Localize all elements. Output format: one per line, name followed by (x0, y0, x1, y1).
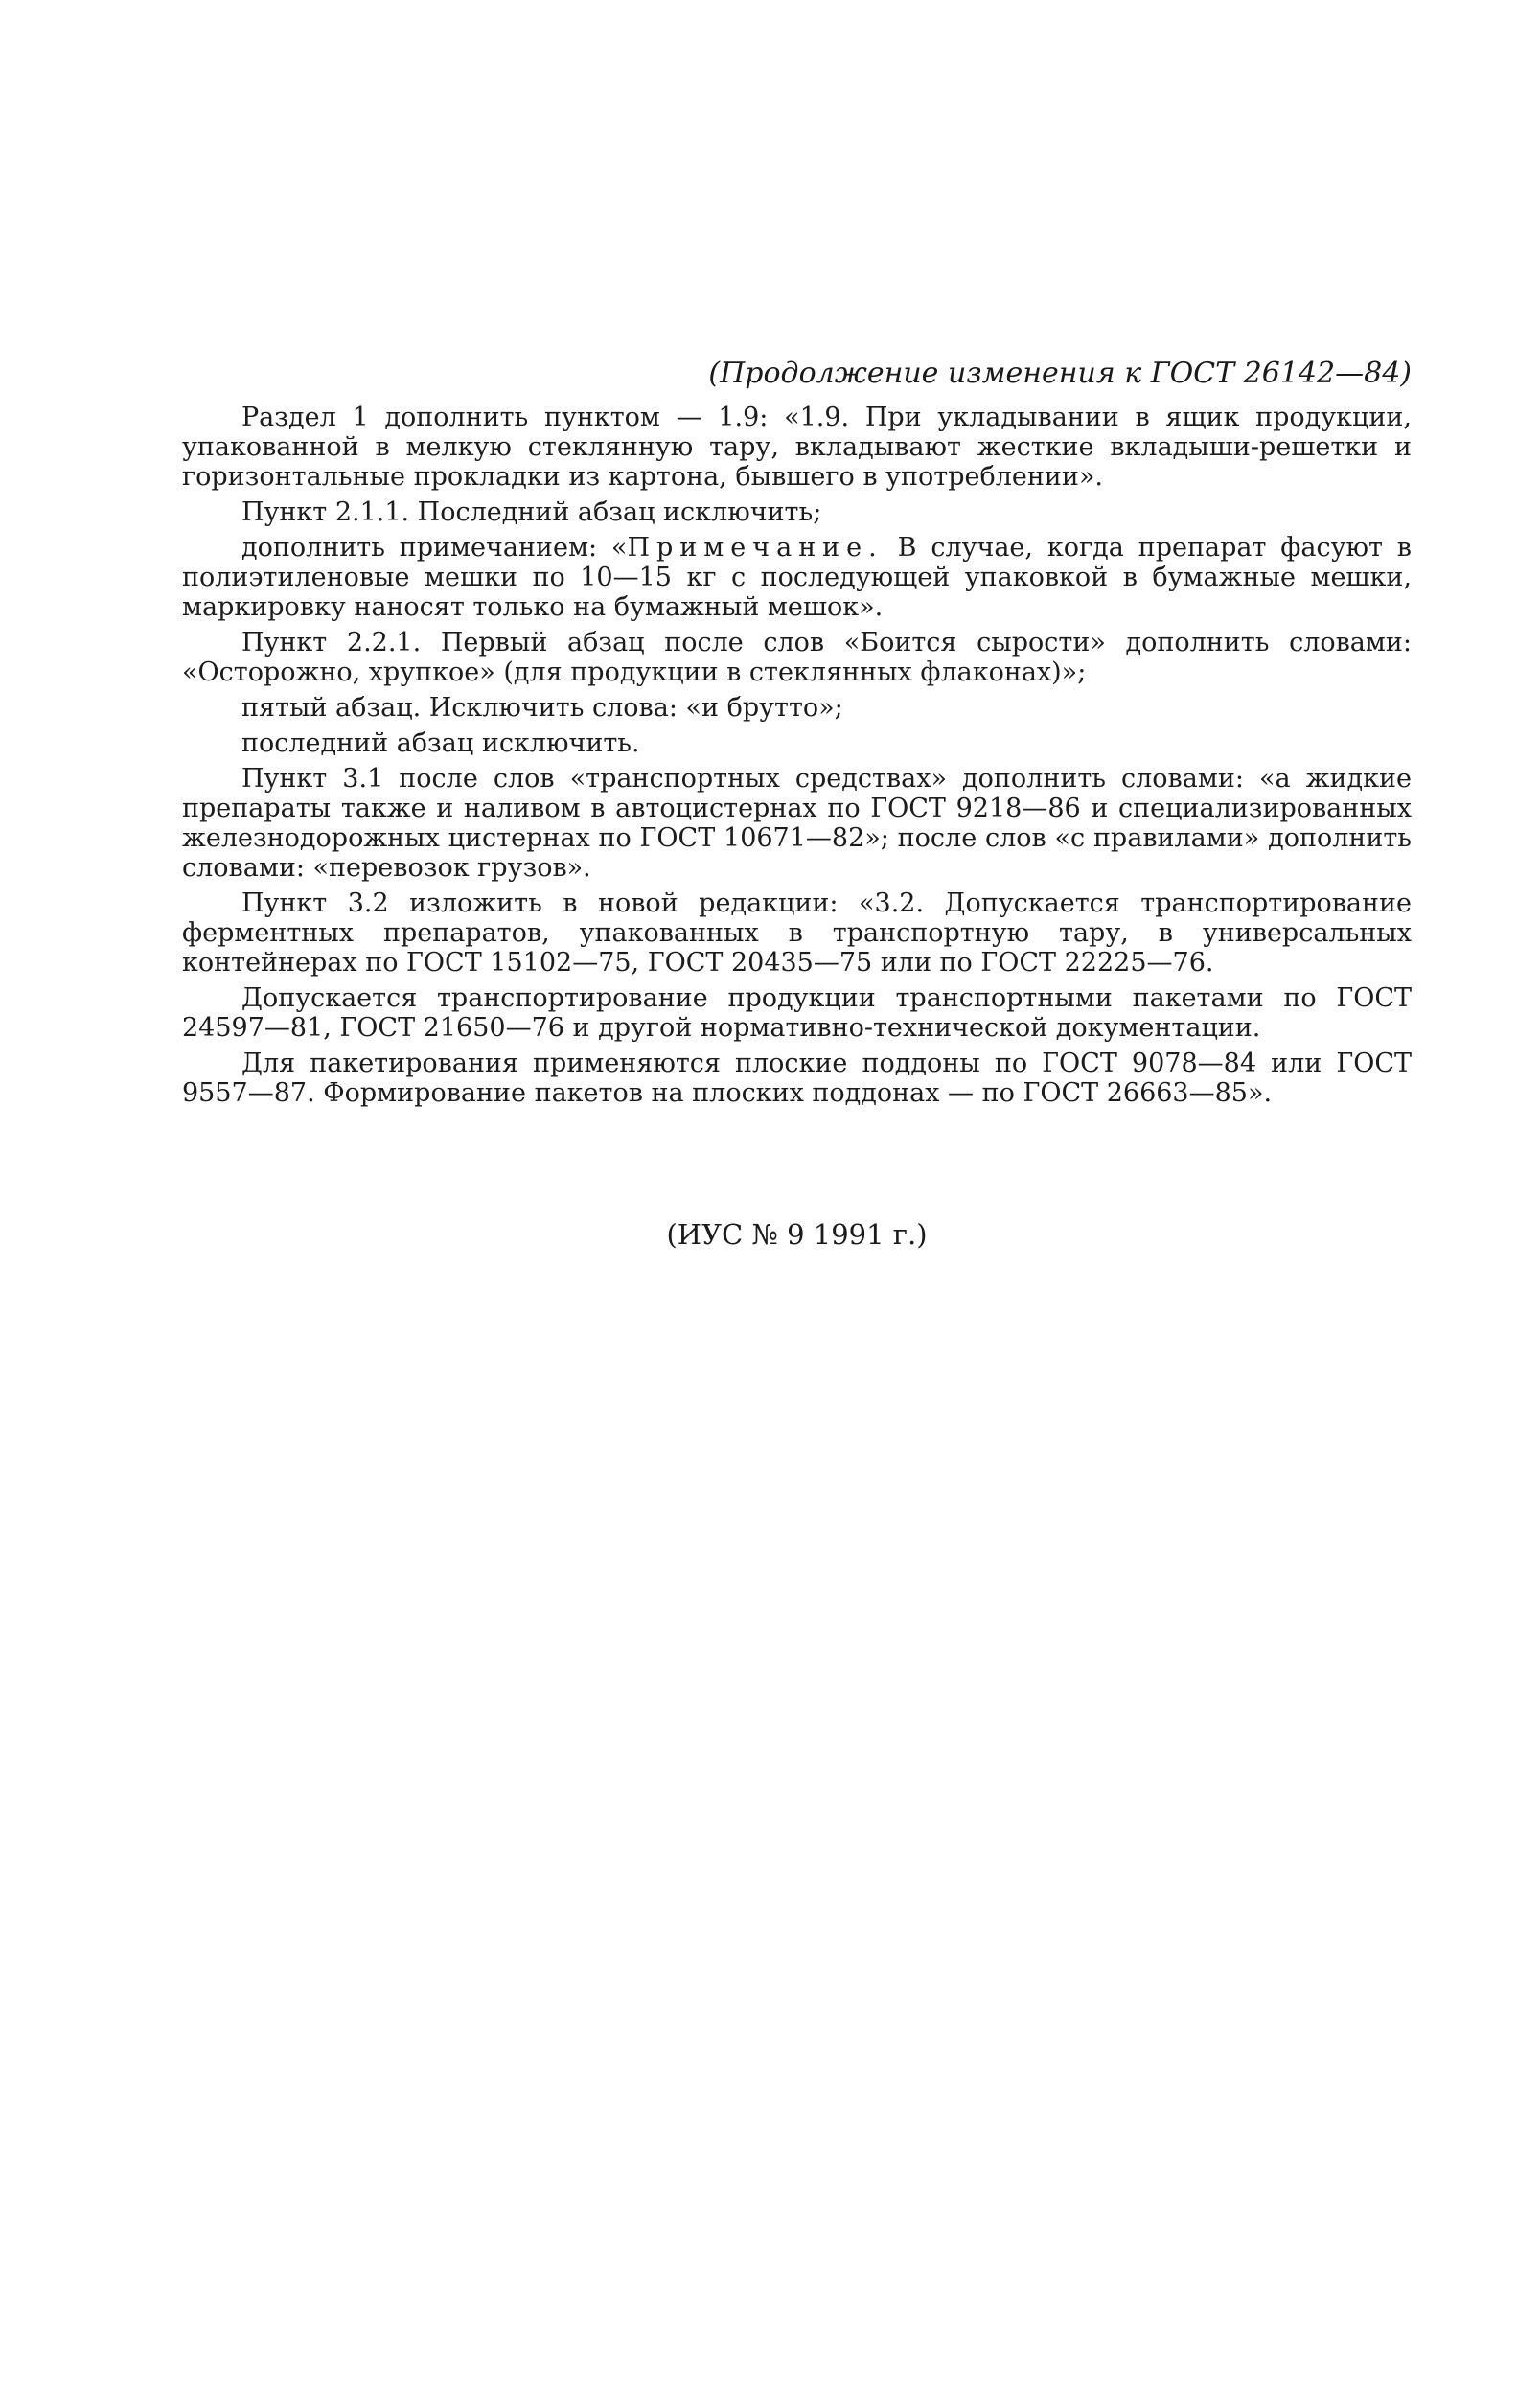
paragraph-point-2-1-1: Пункт 2.1.1. Последний абзац исключить; (241, 497, 822, 527)
paragraph-point-3-1: Пункт 3.1 после слов «транспортных средствах» дополнить словами: «а жидкие препараты также и наливом в автоцистернах по ГОСТ 9218—86 и специализированных железнодорожных цистернах по ГОСТ 10671—82»; после слов «с правилами» дополнить словами: «перевозок грузов». (182, 764, 1412, 883)
paragraph-last-abzac: последний абзац исключить. (241, 728, 640, 758)
paragraph-pallets: Для пакетирования применяются плоские поддоны по ГОСТ 9078—84 или ГОСТ 9557—87. Формирование пакетов на плоских поддонах — по ГОСТ 26663—85». (182, 1049, 1412, 1108)
document-body (182, 403, 1412, 1114)
note-body-text: В случае, когда препарат фасуют в полиэтиленовые мешки по 10—15 кг с последующей упаковкой в бумажные мешки, маркировку наносят только на бумажный мешок». (182, 533, 1412, 622)
paragraph-transport-packages: Допускается транспортирование продукции транспортными пакетами по ГОСТ 24597—81, ГОСТ 21650—76 и другой нормативно-технической документации. (182, 983, 1412, 1043)
note-intro-text: дополнить примечанием: « (241, 533, 628, 563)
paragraph-fifth-abzac: пятый абзац. Исключить слова: «и брутто»; (241, 693, 843, 723)
continuation-header: (Продолжение изменения к ГОСТ 26142—84) (708, 357, 1412, 390)
paragraph-section-1: Раздел 1 дополнить пунктом — 1.9: «1.9. При укладывании в ящик продукции, упакованной в мелкую стеклянную тару, вкладывают жесткие вкладыши-решетки и горизонтальные прокладки из картона, бывшего в употреблении». (182, 403, 1412, 492)
note-spaced-word: Примечание. (627, 533, 884, 563)
paragraph-point-2-2-1: Пункт 2.2.1. Первый абзац после слов «Боится сырости» дополнить словами: «Осторожно, хрупкое» (для продукции в стеклянных флаконах)»; (182, 628, 1412, 687)
issue-reference: (ИУС № 9 1991 г.) (666, 1218, 928, 1251)
paragraph-point-3-2: Пункт 3.2 изложить в новой редакции: «3.2. Допускается транспортирование ферментных препаратов, упакованных в транспортную тару, в универсальных контейнерах по ГОСТ 15102—75, ГОСТ 20435—75 или по ГОСТ 22225—76. (182, 888, 1412, 978)
paragraph-note-addition (182, 533, 1412, 622)
